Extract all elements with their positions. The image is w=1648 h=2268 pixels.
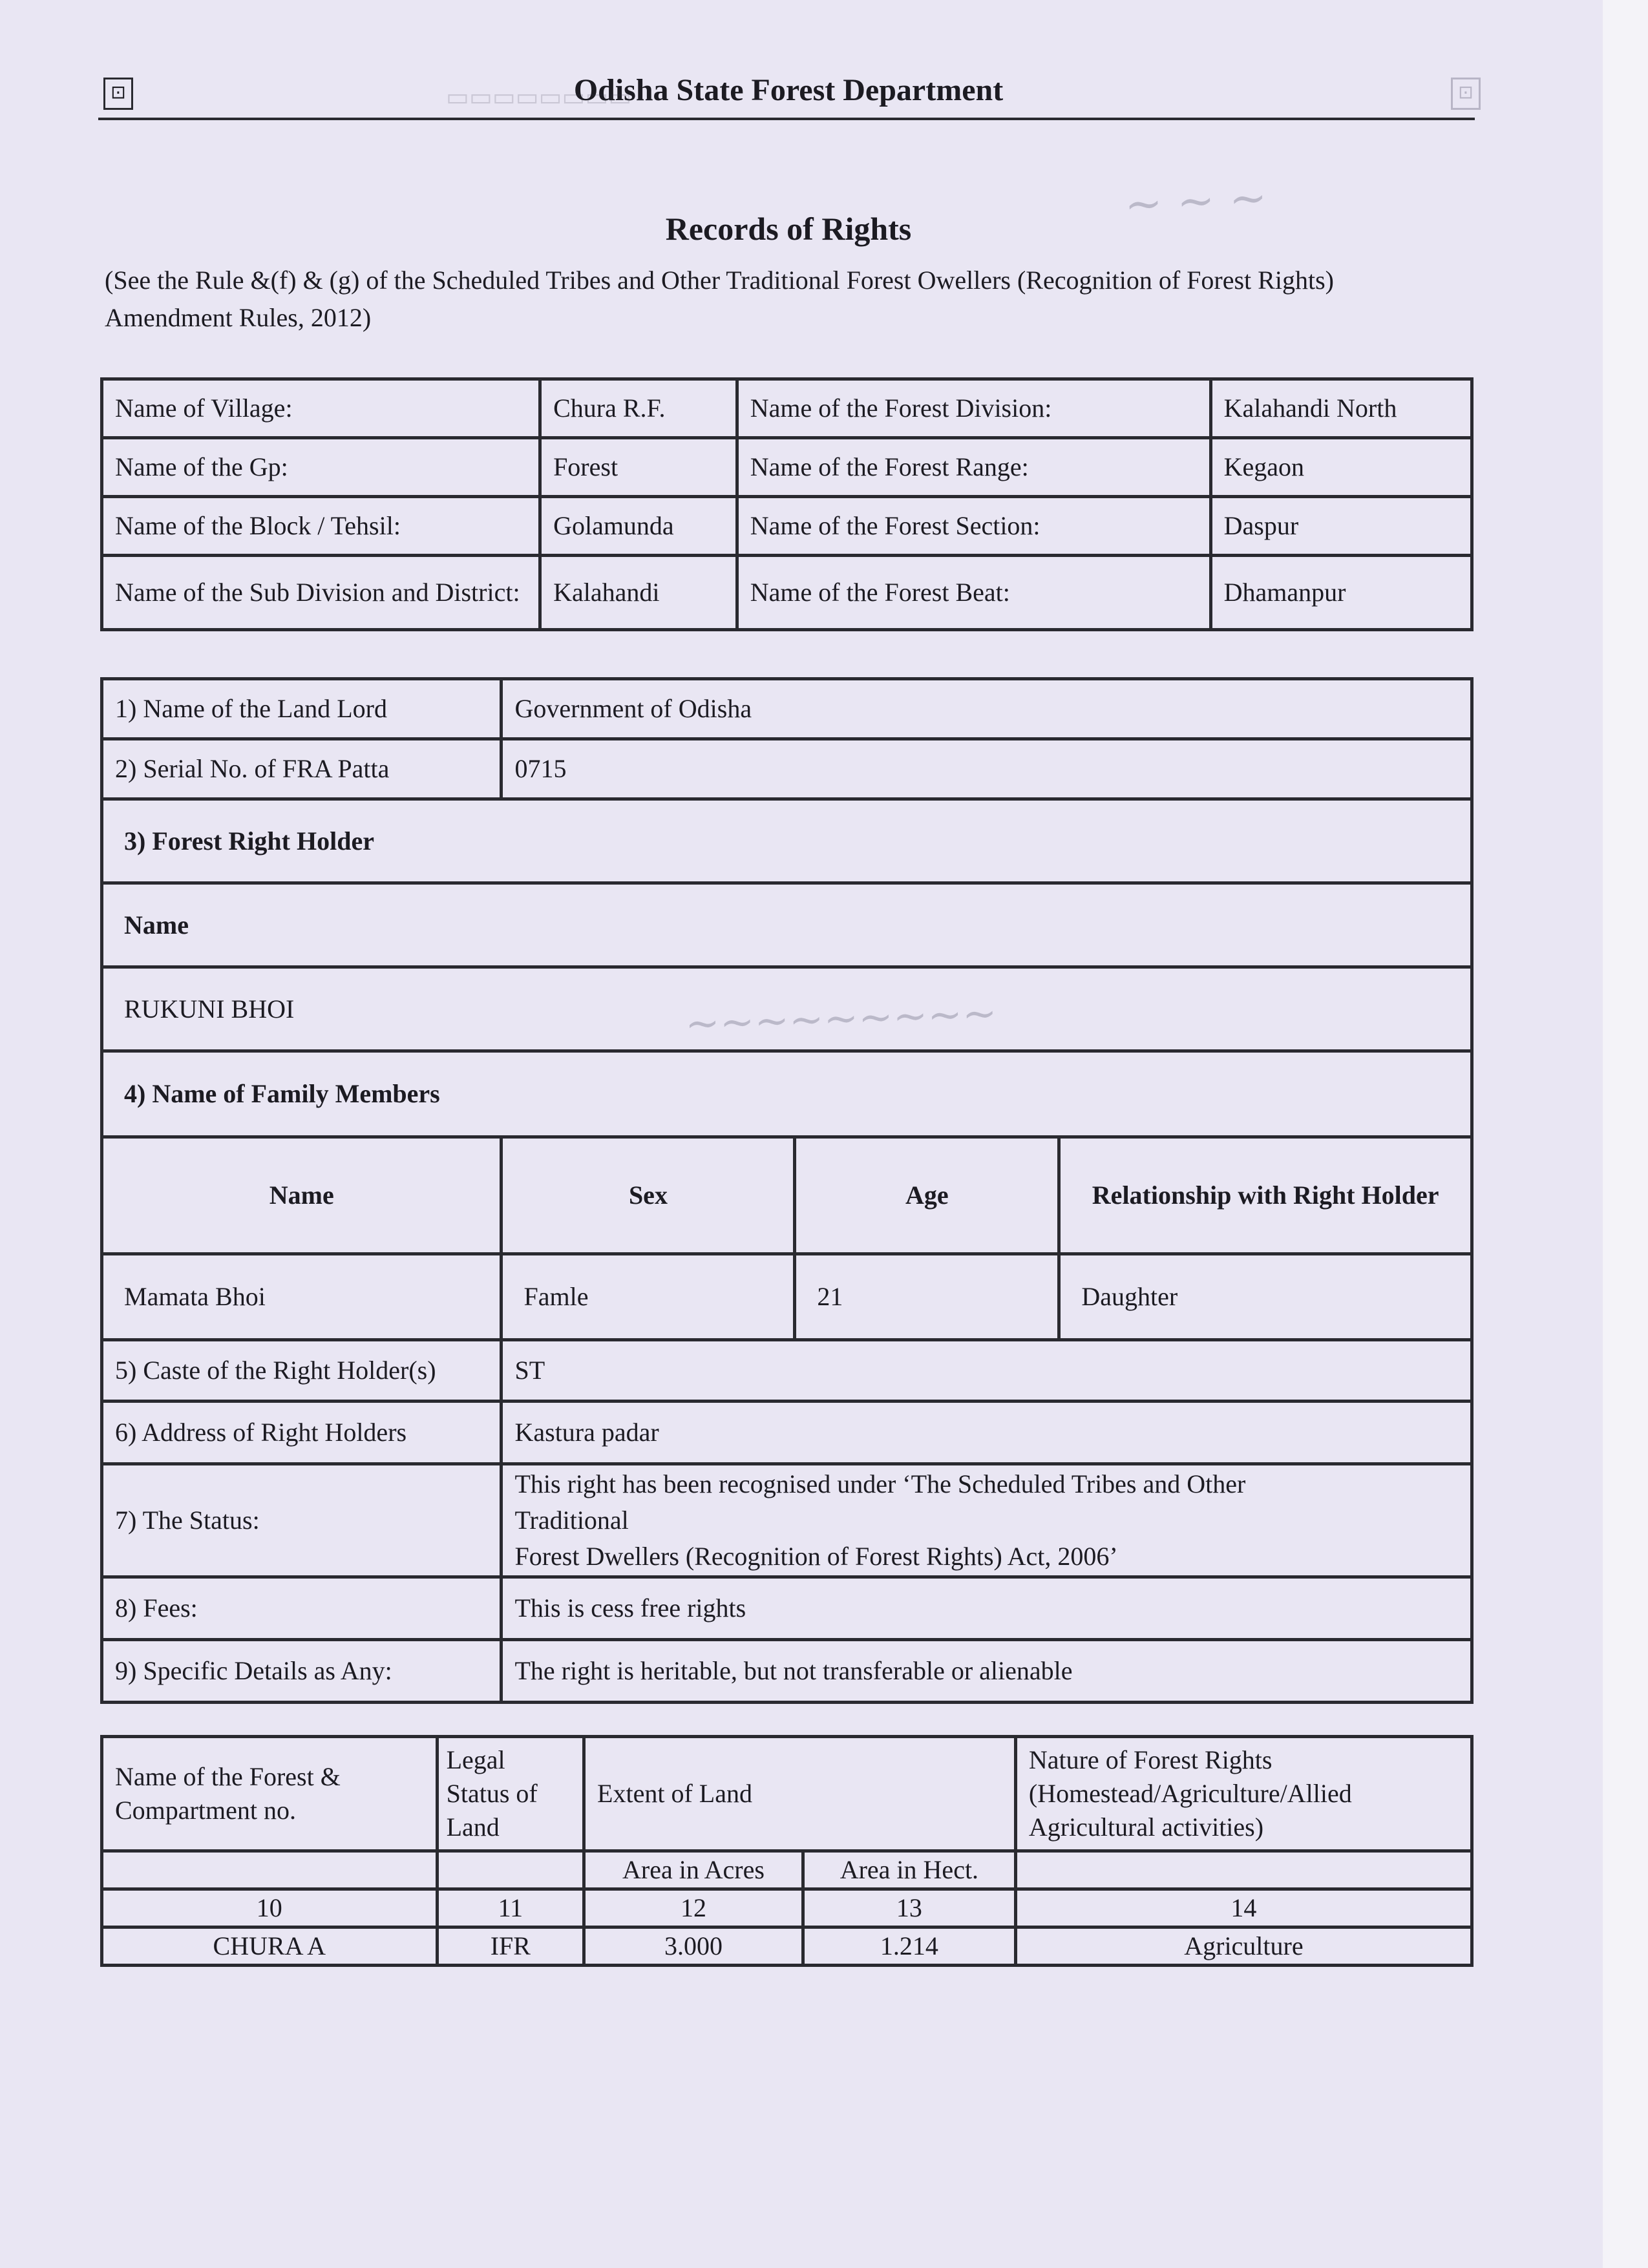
right-holder-name: RUKUNI BHOI <box>102 967 1472 1051</box>
forest-compartment-header: Name of the Forest & Compartment no. <box>102 1737 438 1851</box>
bleed-through-mark: ▭▭▭▭▭▭▭▭ <box>446 84 632 111</box>
table-row <box>102 1927 1472 1966</box>
status-label: 7) The Status: <box>102 1464 502 1577</box>
family-member-sex: Famle <box>502 1254 795 1340</box>
location-table <box>100 377 1474 631</box>
status-line-1: This right has been recognised under ‘The Scheduled Tribes and Other <box>514 1469 1246 1498</box>
family-member-relationship: Daughter <box>1059 1254 1472 1340</box>
status-value <box>502 1464 1472 1577</box>
table-row <box>102 1640 1472 1703</box>
forest-beat-label: Name of the Forest Beat: <box>737 556 1210 630</box>
forest-section-label: Name of the Forest Section: <box>737 497 1210 556</box>
specific-details-value: The right is heritable, but not transferable or alienable <box>502 1640 1472 1703</box>
rights-details-table <box>100 677 1474 1704</box>
family-member-name: Mamata Bhoi <box>102 1254 502 1340</box>
table-row <box>102 799 1472 883</box>
legal-status-value: IFR <box>437 1927 584 1966</box>
caste-value: ST <box>502 1340 1472 1402</box>
empty-cell <box>1015 1851 1472 1889</box>
address-value: Kastura padar <box>502 1402 1472 1464</box>
table-row <box>102 1737 1472 1851</box>
column-number: 14 <box>1015 1889 1472 1927</box>
right-holder-heading: 3) Forest Right Holder <box>102 799 1472 883</box>
forest-compartment-value: CHURA A <box>102 1927 438 1966</box>
table-row <box>102 1340 1472 1402</box>
column-number: 12 <box>584 1889 803 1927</box>
family-col-relationship: Relationship with Right Holder <box>1059 1137 1472 1254</box>
table-row <box>102 967 1472 1051</box>
image-placeholder-icon-faint: ⊡ <box>1451 78 1481 110</box>
table-row <box>102 1051 1472 1137</box>
family-col-sex: Sex <box>502 1137 795 1254</box>
empty-cell <box>437 1851 584 1889</box>
table-row <box>102 379 1472 438</box>
fees-label: 8) Fees: <box>102 1577 502 1640</box>
forest-beat-value: Dhamanpur <box>1210 556 1472 630</box>
column-number: 11 <box>437 1889 584 1927</box>
serial-label: 2) Serial No. of FRA Patta <box>102 739 502 799</box>
serial-value: 0715 <box>502 739 1472 799</box>
family-members-heading: 4) Name of Family Members <box>102 1051 1472 1137</box>
forest-range-value: Kegaon <box>1210 438 1472 497</box>
family-col-age: Age <box>795 1137 1059 1254</box>
table-row <box>102 679 1472 739</box>
table-row <box>102 1464 1472 1577</box>
land-lord-value: Government of Odisha <box>502 679 1472 739</box>
header-title: Odisha State Forest Department <box>573 73 1004 107</box>
extent-of-land-header: Extent of Land <box>584 1737 1016 1851</box>
table-row <box>102 1577 1472 1640</box>
specific-details-label: 9) Specific Details as Any: <box>102 1640 502 1703</box>
address-label: 6) Address of Right Holders <box>102 1402 502 1464</box>
table-row <box>102 1137 1472 1254</box>
forest-division-value: Kalahandi North <box>1210 379 1472 438</box>
family-col-name: Name <box>102 1137 502 1254</box>
table-row <box>102 556 1472 630</box>
forest-division-label: Name of the Forest Division: <box>737 379 1210 438</box>
forest-range-label: Name of the Forest Range: <box>737 438 1210 497</box>
table-row <box>102 438 1472 497</box>
table-row <box>102 1851 1472 1889</box>
area-hect-header: Area in Hect. <box>803 1851 1015 1889</box>
block-label: Name of the Block / Tehsil: <box>102 497 540 556</box>
fees-value: This is cess free rights <box>502 1577 1472 1640</box>
forest-section-value: Daspur <box>1210 497 1472 556</box>
table-row <box>102 1402 1472 1464</box>
status-line-3: Forest Dwellers (Recognition of Forest Rights) Act, 2006’ <box>514 1542 1118 1571</box>
land-extent-table <box>100 1735 1474 1967</box>
sub-division-label: Name of the Sub Division and District: <box>102 556 540 630</box>
nature-of-rights-value: Agriculture <box>1015 1927 1472 1966</box>
page-edge <box>1603 0 1648 2268</box>
block-value: Golamunda <box>540 497 737 556</box>
area-acres-value: 3.000 <box>584 1927 803 1966</box>
caste-label: 5) Caste of the Right Holder(s) <box>102 1340 502 1402</box>
family-member-age: 21 <box>795 1254 1059 1340</box>
area-hect-value: 1.214 <box>803 1927 1015 1966</box>
empty-cell <box>102 1851 438 1889</box>
land-lord-label: 1) Name of the Land Lord <box>102 679 502 739</box>
table-row <box>102 739 1472 799</box>
table-row <box>102 1254 1472 1340</box>
gp-value: Forest <box>540 438 737 497</box>
gp-label: Name of the Gp: <box>102 438 540 497</box>
handwritten-signature-mark: ~ ~ ~ <box>1123 171 1269 231</box>
nature-of-rights-header: Nature of Forest Rights (Homestead/Agriculture/Allied Agricultural activities) <box>1015 1737 1472 1851</box>
column-number: 10 <box>102 1889 438 1927</box>
table-row <box>102 883 1472 967</box>
village-value: Chura R.F. <box>540 379 737 438</box>
name-heading: Name <box>102 883 1472 967</box>
image-placeholder-icon: ⊡ <box>103 78 133 110</box>
header-divider <box>98 118 1475 120</box>
document-subtitle: (See the Rule &(f) & (g) of the Scheduled Tribes and Other Traditional Forest Owellers (Recognition of Forest Rights) Amendment Rules, 2012) <box>105 266 1334 332</box>
sub-division-value: Kalahandi <box>540 556 737 630</box>
table-row <box>102 1889 1472 1927</box>
handwritten-signature-mark-2: ~~~~~~~~~ <box>684 989 998 1049</box>
area-acres-header: Area in Acres <box>584 1851 803 1889</box>
table-row <box>102 497 1472 556</box>
column-number: 13 <box>803 1889 1015 1927</box>
document-title: Records of Rights <box>665 211 912 247</box>
legal-status-header: Legal Status of Land <box>437 1737 584 1851</box>
status-line-2: Traditional <box>514 1506 629 1535</box>
village-label: Name of Village: <box>102 379 540 438</box>
